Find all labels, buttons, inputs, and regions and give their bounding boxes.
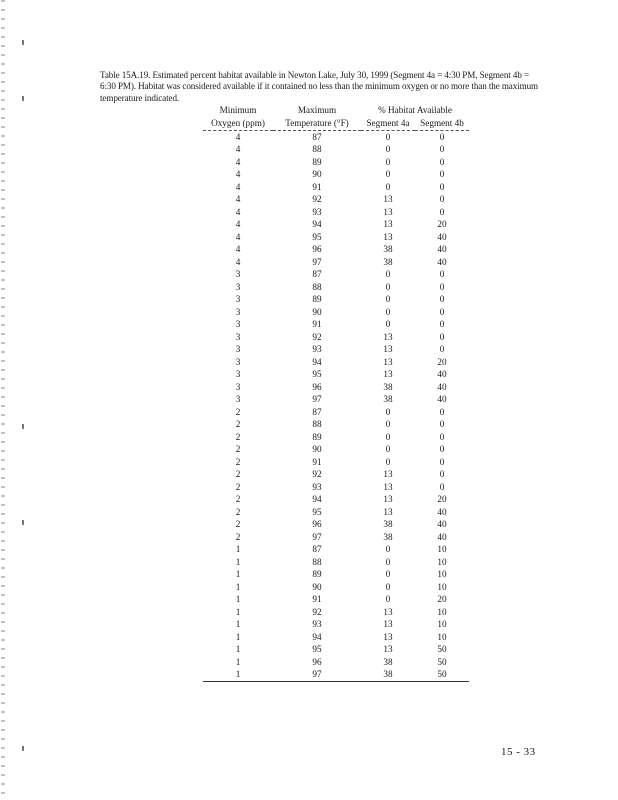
segment-4b-cell: 0 (439, 194, 445, 204)
temperature-cell: 95 (312, 506, 322, 517)
table-row (203, 306, 469, 319)
oxygen-cell: 2 (235, 469, 241, 479)
table-row (203, 531, 469, 544)
segment-4b-cell: 0 (439, 281, 445, 292)
table-row (203, 456, 469, 469)
scan-mark (22, 40, 24, 45)
oxygen-cell: 4 (235, 144, 241, 154)
table-row (203, 668, 469, 681)
oxygen-cell: 3 (235, 281, 241, 292)
segment-4b-cell: 10 (437, 544, 447, 554)
segment-4b-cell: 0 (439, 294, 445, 304)
segment-4a-cell: 0 (385, 556, 391, 567)
segment-4b-cell: 20 (437, 356, 447, 367)
oxygen-cell: 2 (235, 519, 241, 529)
oxygen-cell: 1 (235, 569, 241, 579)
oxygen-cell: 2 (235, 506, 241, 517)
temperature-cell: 96 (312, 381, 322, 392)
temperature-cell: 91 (312, 181, 322, 192)
oxygen-cell: 2 (235, 481, 241, 492)
oxygen-cell: 1 (235, 544, 241, 554)
header-row-bottom (203, 117, 469, 131)
segment-4b-cell: 0 (439, 481, 445, 492)
segment-4a-cell: 13 (383, 231, 393, 242)
table-row (203, 268, 469, 281)
segment-4a-cell: 13 (383, 219, 393, 229)
table-row (203, 243, 469, 256)
table-row (203, 368, 469, 381)
temperature-cell: 89 (312, 569, 322, 579)
table-row (203, 381, 469, 394)
temperature-cell: 90 (312, 169, 322, 179)
segment-4a-cell: 38 (383, 394, 393, 404)
oxygen-cell: 2 (235, 494, 241, 504)
segment-4a-cell: 13 (383, 369, 393, 379)
segment-4a-cell: 38 (383, 531, 393, 542)
temperature-cell: 88 (312, 281, 322, 292)
temperature-cell: 94 (312, 219, 322, 229)
segment-4b-cell: 0 (439, 144, 445, 154)
table-row (203, 656, 469, 669)
segment-4a-cell: 0 (385, 544, 391, 554)
table-row (203, 218, 469, 231)
temperature-cell: 96 (312, 244, 322, 254)
table-row (203, 418, 469, 431)
temperature-cell: 87 (312, 269, 322, 279)
header-row-top (203, 104, 469, 117)
table-row (203, 468, 469, 481)
segment-4b-cell: 0 (439, 319, 445, 329)
temperature-cell: 96 (312, 519, 322, 529)
segment-4b-cell: 40 (437, 231, 447, 242)
segment-4a-cell: 13 (383, 344, 393, 354)
segment-4b-cell: 20 (437, 594, 447, 604)
oxygen-cell: 1 (235, 631, 241, 642)
segment-4b-cell: 10 (437, 606, 447, 617)
segment-4a-cell: 0 (385, 319, 391, 329)
temperature-cell: 87 (312, 406, 322, 417)
segment-4a-cell: 0 (385, 444, 391, 454)
table-row (203, 606, 469, 619)
segment-4b-cell: 40 (437, 506, 447, 517)
oxygen-cell: 3 (235, 356, 241, 367)
temperature-cell: 95 (312, 231, 322, 242)
header-temperature: Temperature (°F) (273, 117, 361, 131)
segment-4b-cell: 0 (439, 431, 445, 442)
oxygen-cell: 1 (235, 556, 241, 567)
segment-4b-cell: 0 (439, 269, 445, 279)
segment-4b-cell: 50 (437, 656, 447, 667)
segment-4a-cell: 13 (383, 194, 393, 204)
oxygen-cell: 4 (235, 194, 241, 204)
temperature-cell: 88 (312, 556, 322, 567)
segment-4a-cell: 38 (383, 381, 393, 392)
segment-4b-cell: 0 (439, 469, 445, 479)
table-row (203, 593, 469, 606)
segment-4a-cell: 0 (385, 431, 391, 442)
temperature-cell: 90 (312, 581, 322, 592)
segment-4a-cell: 38 (383, 519, 393, 529)
segment-4a-cell: 0 (385, 456, 391, 467)
oxygen-cell: 1 (235, 606, 241, 617)
segment-4b-cell: 0 (439, 156, 445, 167)
table-row (203, 493, 469, 506)
table-row (203, 231, 469, 244)
segment-4a-cell: 13 (383, 481, 393, 492)
segment-4b-cell: 40 (437, 244, 447, 254)
segment-4b-cell: 20 (437, 494, 447, 504)
segment-4a-cell: 0 (385, 594, 391, 604)
segment-4a-cell: 13 (383, 469, 393, 479)
temperature-cell: 97 (312, 256, 322, 267)
oxygen-cell: 1 (235, 644, 241, 654)
segment-4b-cell: 0 (439, 181, 445, 192)
table-row (203, 281, 469, 294)
table-row (203, 556, 469, 569)
oxygen-cell: 1 (235, 594, 241, 604)
segment-4b-cell: 50 (415, 668, 469, 681)
segment-4b-cell: 40 (437, 531, 447, 542)
temperature-cell: 89 (312, 431, 322, 442)
table-row (203, 581, 469, 594)
table-body (203, 130, 469, 681)
temperature-cell: 94 (312, 494, 322, 504)
segment-4a-cell: 13 (383, 644, 393, 654)
segment-4b-cell: 40 (437, 394, 447, 404)
temperature-cell: 87 (312, 131, 322, 142)
segment-4b-cell: 0 (439, 344, 445, 354)
segment-4a-cell: 0 (385, 306, 391, 317)
segment-4b-cell: 40 (437, 381, 447, 392)
temperature-cell: 97 (312, 394, 322, 404)
table-row (203, 643, 469, 656)
binding-edge (1, 0, 5, 800)
table-row (203, 168, 469, 181)
scan-mark (22, 520, 24, 525)
table-caption: Table 15A.19. Estimated percent habitat available in Newton Lake, July 30, 1999 (Segment 4a = 4:30 PM, Segment 4b = 6:30 PM). Habitat was considered available if it contained no less than the minimum oxygen or no more than the maximum temperature indicated. (100, 70, 538, 103)
temperature-cell: 92 (312, 194, 322, 204)
oxygen-cell: 3 (235, 394, 241, 404)
table-row (203, 543, 469, 556)
segment-4a-cell: 0 (385, 569, 391, 579)
segment-4a-cell: 0 (385, 269, 391, 279)
oxygen-cell: 2 (235, 406, 241, 417)
segment-4b-cell: 0 (439, 419, 445, 429)
temperature-cell: 93 (312, 206, 322, 217)
oxygen-cell: 4 (235, 169, 241, 179)
segment-4a-cell: 13 (383, 631, 393, 642)
oxygen-cell: 1 (235, 581, 241, 592)
segment-4a-cell: 0 (385, 406, 391, 417)
segment-4b-cell: 10 (437, 581, 447, 592)
oxygen-cell: 4 (235, 219, 241, 229)
segment-4a-cell: 0 (385, 169, 391, 179)
temperature-cell: 92 (312, 469, 322, 479)
segment-4a-cell: 0 (385, 131, 391, 142)
header-habitat-group: % Habitat Available (378, 105, 452, 115)
temperature-cell: 91 (312, 594, 322, 604)
table-row (203, 143, 469, 156)
temperature-cell: 88 (312, 419, 322, 429)
temperature-cell: 95 (312, 644, 322, 654)
segment-4a-cell: 38 (383, 256, 393, 267)
segment-4a-cell: 38 (361, 668, 415, 681)
segment-4b-cell: 0 (439, 406, 445, 417)
segment-4a-cell: 0 (385, 294, 391, 304)
temperature-cell: 87 (312, 544, 322, 554)
segment-4a-cell: 0 (385, 156, 391, 167)
table-row (203, 506, 469, 519)
table-row (203, 518, 469, 531)
temperature-cell: 95 (312, 369, 322, 379)
table-row (203, 356, 469, 369)
temperature-cell: 88 (312, 144, 322, 154)
temperature-cell: 94 (312, 356, 322, 367)
header-temperature-top: Maximum (297, 105, 337, 115)
segment-4b-cell: 40 (437, 369, 447, 379)
segment-4b-cell: 10 (437, 631, 447, 642)
oxygen-cell: 4 (235, 206, 241, 217)
temperature-cell: 92 (312, 606, 322, 617)
table-row (203, 631, 469, 644)
scan-mark (22, 746, 24, 751)
segment-4a-cell: 13 (383, 606, 393, 617)
oxygen-cell: 4 (235, 131, 241, 142)
table-row (203, 393, 469, 406)
temperature-cell: 90 (312, 444, 322, 454)
table-row (203, 618, 469, 631)
header-segment-4b: Segment 4b (415, 117, 469, 131)
segment-4b-cell: 10 (437, 619, 447, 629)
segment-4a-cell: 0 (385, 281, 391, 292)
segment-4b-cell: 50 (437, 644, 447, 654)
oxygen-cell: 2 (235, 419, 241, 429)
oxygen-cell: 4 (235, 244, 241, 254)
segment-4b-cell: 0 (439, 206, 445, 217)
segment-4a-cell: 38 (383, 244, 393, 254)
oxygen-cell: 4 (235, 156, 241, 167)
header-segment-4a: Segment 4a (361, 117, 415, 131)
table-row (203, 206, 469, 219)
segment-4b-cell: 0 (439, 456, 445, 467)
segment-4a-cell: 13 (383, 206, 393, 217)
oxygen-cell: 2 (235, 444, 241, 454)
temperature-cell: 94 (312, 631, 322, 642)
segment-4a-cell: 0 (385, 144, 391, 154)
table-row (203, 193, 469, 206)
table-row (203, 130, 469, 143)
segment-4a-cell: 13 (383, 331, 393, 342)
temperature-cell: 89 (312, 294, 322, 304)
temperature-cell: 93 (312, 344, 322, 354)
temperature-cell: 90 (312, 306, 322, 317)
segment-4b-cell: 0 (439, 444, 445, 454)
scan-mark (22, 96, 24, 101)
oxygen-cell: 3 (235, 344, 241, 354)
table-row (203, 318, 469, 331)
segment-4a-cell: 13 (383, 356, 393, 367)
oxygen-cell: 3 (235, 269, 241, 279)
segment-4a-cell: 13 (383, 619, 393, 629)
segment-4b-cell: 10 (437, 569, 447, 579)
temperature-cell: 97 (312, 531, 322, 542)
table-row (203, 256, 469, 269)
oxygen-cell: 2 (235, 456, 241, 467)
segment-4a-cell: 0 (385, 181, 391, 192)
temperature-cell: 92 (312, 331, 322, 342)
oxygen-cell: 4 (235, 181, 241, 192)
oxygen-cell: 4 (235, 231, 241, 242)
oxygen-cell: 1 (235, 656, 241, 667)
table-row (203, 343, 469, 356)
segment-4b-cell: 0 (439, 306, 445, 317)
oxygen-cell: 3 (235, 294, 241, 304)
table-row (203, 431, 469, 444)
scan-mark (22, 424, 24, 429)
table-row (203, 568, 469, 581)
segment-4b-cell: 40 (437, 256, 447, 267)
table-row (203, 156, 469, 169)
table-row (203, 293, 469, 306)
temperature-cell: 89 (312, 156, 322, 167)
temperature-cell: 96 (312, 656, 322, 667)
temperature-cell: 91 (312, 319, 322, 329)
oxygen-cell: 3 (235, 369, 241, 379)
oxygen-cell: 3 (235, 331, 241, 342)
oxygen-cell: 3 (235, 319, 241, 329)
table-row (203, 331, 469, 344)
header-oxygen-top: Minimum (219, 105, 257, 115)
table-row (203, 181, 469, 194)
segment-4a-cell: 0 (385, 581, 391, 592)
temperature-cell: 91 (312, 456, 322, 467)
segment-4a-cell: 13 (383, 494, 393, 504)
temperature-cell: 97 (273, 668, 361, 681)
oxygen-cell: 1 (203, 668, 273, 681)
segment-4a-cell: 0 (385, 419, 391, 429)
segment-4b-cell: 40 (437, 519, 447, 529)
header-oxygen: Oxygen (ppm) (203, 117, 273, 131)
oxygen-cell: 1 (235, 619, 241, 629)
oxygen-cell: 4 (235, 256, 241, 267)
segment-4a-cell: 38 (383, 656, 393, 667)
oxygen-cell: 3 (235, 381, 241, 392)
temperature-cell: 93 (312, 619, 322, 629)
oxygen-cell: 2 (235, 531, 241, 542)
oxygen-cell: 2 (235, 431, 241, 442)
table-row (203, 481, 469, 494)
segment-4b-cell: 0 (439, 169, 445, 179)
segment-4b-cell: 20 (437, 219, 447, 229)
table-row (203, 443, 469, 456)
segment-4b-cell: 0 (439, 131, 445, 142)
temperature-cell: 93 (312, 481, 322, 492)
segment-4b-cell: 0 (439, 331, 445, 342)
oxygen-cell: 3 (235, 306, 241, 317)
segment-4a-cell: 13 (383, 506, 393, 517)
segment-4b-cell: 10 (437, 556, 447, 567)
table-row (203, 406, 469, 419)
habitat-table (203, 104, 469, 682)
page-number: 15 - 33 (501, 746, 536, 758)
